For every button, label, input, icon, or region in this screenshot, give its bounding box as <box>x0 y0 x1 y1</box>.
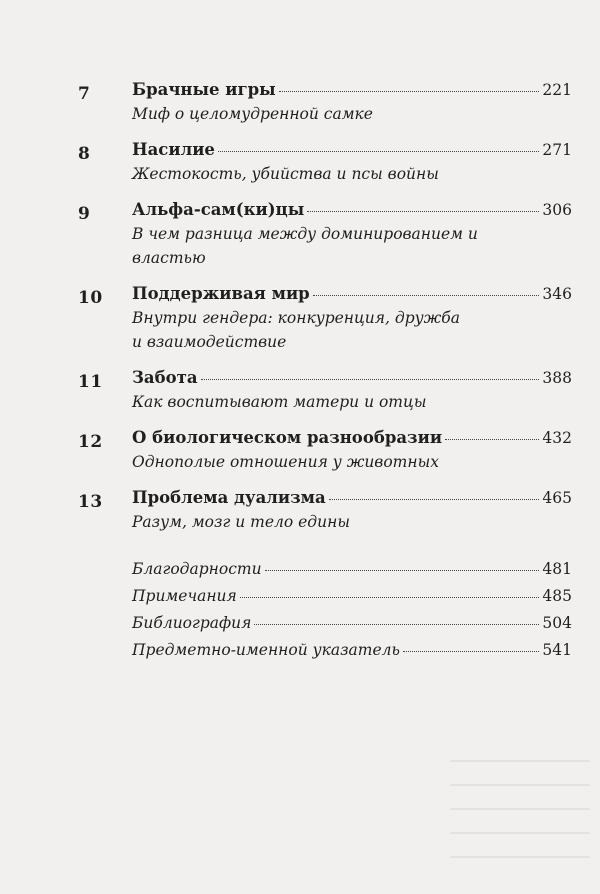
chapter-title-line[interactable] <box>132 80 572 99</box>
chapter-title-line[interactable] <box>132 200 572 219</box>
toc-chapter <box>0 140 600 186</box>
dot-leader <box>240 597 540 598</box>
chapter-number: 8 <box>78 144 91 164</box>
chapter-title-line[interactable] <box>132 284 572 303</box>
dot-leader <box>445 439 539 440</box>
dot-leader <box>254 624 539 625</box>
toc-chapter <box>0 80 600 126</box>
chapter-subtitle <box>132 390 542 414</box>
chapter-number: 12 <box>78 432 103 452</box>
chapter-subtitle <box>132 222 542 270</box>
dot-leader <box>403 651 539 652</box>
chapter-number: 13 <box>78 492 103 512</box>
back-matter-title: Примечания <box>132 587 237 605</box>
chapter-title: Поддерживая мир <box>132 284 310 303</box>
chapter-page-number: 271 <box>542 141 572 159</box>
chapter-page-number: 388 <box>542 369 572 387</box>
chapter-page-number: 306 <box>542 201 572 219</box>
toc-chapter <box>0 200 600 270</box>
dot-leader <box>201 379 540 380</box>
chapter-title-line[interactable] <box>132 368 572 387</box>
chapter-subtitle-line: и взаимодействие <box>132 333 287 351</box>
chapter-title: Насилие <box>132 140 215 159</box>
back-matter-page-number: 485 <box>542 587 572 605</box>
chapter-title: О биологическом разнообразии <box>132 428 443 447</box>
chapter-title: Забота <box>132 368 198 387</box>
chapter-number: 10 <box>78 288 103 308</box>
back-matter-list <box>0 560 600 668</box>
chapter-page-number: 432 <box>542 429 572 447</box>
chapter-subtitle <box>132 102 542 126</box>
chapter-number: 11 <box>78 372 103 392</box>
table-of-contents <box>0 80 600 548</box>
chapter-page-number: 346 <box>542 285 572 303</box>
chapter-subtitle <box>132 306 542 354</box>
back-matter-item[interactable] <box>132 560 572 587</box>
chapter-title-line[interactable] <box>132 428 572 447</box>
chapter-subtitle-line: Разум, мозг и тело едины <box>132 513 350 531</box>
show-through-texture <box>450 760 590 870</box>
dot-leader <box>313 295 540 296</box>
back-matter-title: Предметно-именной указатель <box>132 641 400 659</box>
toc-chapter <box>0 368 600 414</box>
chapter-subtitle-line: Миф о целомудренной самке <box>132 105 373 123</box>
chapter-subtitle <box>132 450 542 474</box>
chapter-title-line[interactable] <box>132 488 572 507</box>
dot-leader <box>218 151 539 152</box>
toc-chapter <box>0 284 600 354</box>
chapter-subtitle <box>132 510 542 534</box>
chapter-page-number: 465 <box>542 489 572 507</box>
back-matter-title: Благодарности <box>132 560 262 578</box>
chapter-number: 9 <box>78 204 91 224</box>
chapter-number: 7 <box>78 84 91 104</box>
chapter-page-number: 221 <box>542 81 572 99</box>
chapter-title: Альфа-сам(ки)цы <box>132 200 305 219</box>
toc-chapter <box>0 488 600 534</box>
chapter-title-line[interactable] <box>132 140 572 159</box>
chapter-title: Брачные игры <box>132 80 276 99</box>
back-matter-item[interactable] <box>132 641 572 668</box>
dot-leader <box>307 211 539 212</box>
back-matter-page-number: 481 <box>542 560 572 578</box>
dot-leader <box>265 570 540 571</box>
back-matter-title: Библиография <box>132 614 252 632</box>
chapter-subtitle-line: Жестокость, убийства и псы войны <box>132 165 439 183</box>
toc-chapter <box>0 428 600 474</box>
chapter-subtitle <box>132 162 542 186</box>
back-matter-page-number: 504 <box>542 614 572 632</box>
back-matter-item[interactable] <box>132 587 572 614</box>
dot-leader <box>329 499 540 500</box>
dot-leader <box>279 91 540 92</box>
chapter-subtitle-line: Внутри гендера: конкуренция, дружба <box>132 309 460 327</box>
back-matter-item[interactable] <box>132 614 572 641</box>
chapter-title: Проблема дуализма <box>132 488 326 507</box>
chapter-subtitle-line: В чем разница между доминированием и властью <box>132 225 478 267</box>
back-matter-page-number: 541 <box>542 641 572 659</box>
chapter-subtitle-line: Однополые отношения у животных <box>132 453 439 471</box>
chapter-subtitle-line: Как воспитывают матери и отцы <box>132 393 427 411</box>
